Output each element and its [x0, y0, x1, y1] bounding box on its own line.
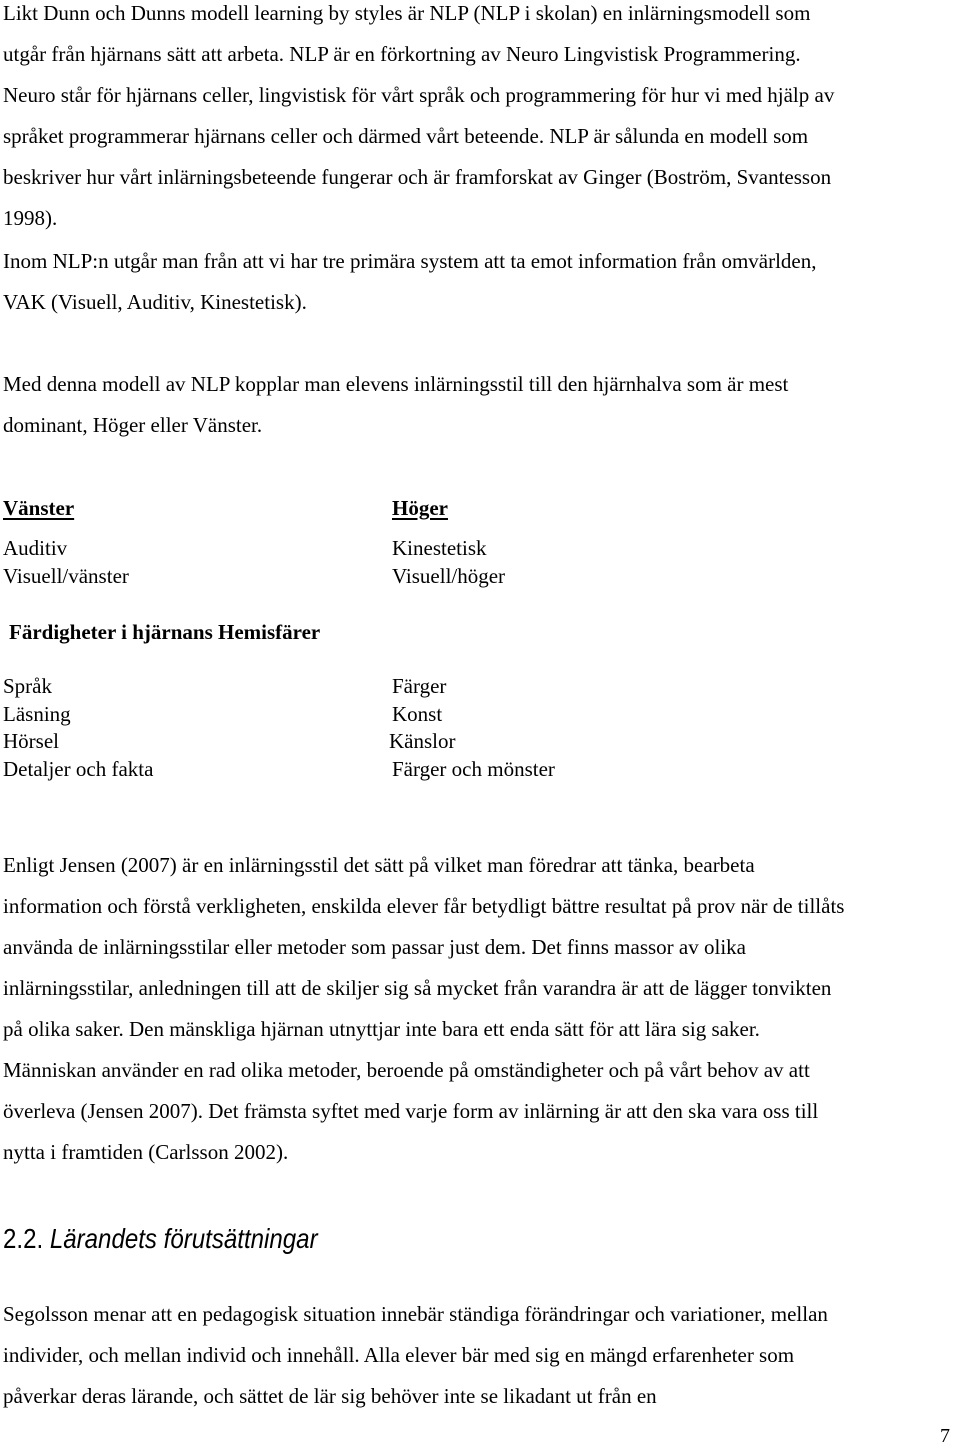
skills-heading: Färdigheter i hjärnans Hemisfärer — [9, 620, 321, 644]
paragraph-1-line-6: 1998). — [3, 206, 58, 230]
skill-left-sprak: Språk — [3, 674, 52, 698]
right-item-visuell: Visuell/höger — [392, 564, 506, 588]
skill-right-farger: Färger — [392, 674, 447, 698]
page-number: 7 — [940, 1425, 950, 1447]
left-item-auditiv: Auditiv — [3, 536, 68, 560]
paragraph-1-line-2: utgår från hjärnans sätt att arbeta. NLP är en förkortning av Neuro Lingvistisk Programmering. — [3, 42, 801, 66]
paragraph-1-line-4: språket programmerar hjärnans celler och därmed vårt beteende. NLP är sålunda en modell som — [3, 124, 809, 148]
paragraph-3-line-2: dominant, Höger eller Vänster. — [3, 413, 263, 437]
paragraph-4-line-4: inlärningsstilar, anledningen till att de skiljer sig så mycket från varandra är att de lägger tonvikten — [3, 976, 832, 1000]
paragraph-5-line-2: individer, och mellan individ och innehåll. Alla elever bär med sig en mängd erfarenheter som — [3, 1343, 795, 1367]
paragraph-2-line-2: VAK (Visuell, Auditiv, Kinestetisk). — [3, 290, 307, 314]
paragraph-4-line-3: använda de inlärningsstilar eller metoder som passar just dem. Det finns massor av olika — [3, 935, 746, 959]
skill-right-konst: Konst — [392, 702, 443, 726]
skill-left-horsel: Hörsel — [3, 729, 59, 753]
paragraph-5-line-3: påverkar deras lärande, och sättet de lär sig behöver inte se likadant ut från en — [3, 1384, 657, 1408]
skill-right-kanslor: Känslor — [389, 729, 456, 753]
right-hemisphere-heading: Höger — [392, 496, 448, 520]
section-number: 2.2. — [3, 1223, 44, 1254]
paragraph-4-line-6: Människan använder en rad olika metoder, beroende på omständigheter och på vårt behov av att — [3, 1058, 810, 1082]
paragraph-4-line-1: Enligt Jensen (2007) är en inlärningsstil det sätt på vilket man föredrar att tänka, bearbeta — [3, 853, 755, 877]
paragraph-4-line-5: på olika saker. Den mänskliga hjärnan utnyttjar inte bara ett enda sätt för att lära sig saker. — [3, 1017, 760, 1041]
paragraph-1-line-1: Likt Dunn och Dunns modell learning by styles är NLP (NLP i skolan) en inlärningsmodell som — [3, 1, 811, 25]
skill-right-farger-monster: Färger och mönster — [392, 757, 555, 781]
paragraph-4-line-8: nytta i framtiden (Carlsson 2002). — [3, 1140, 289, 1164]
paragraph-4-line-7: överleva (Jensen 2007). Det främsta syftet med varje form av inlärning är att den ska vara oss till — [3, 1099, 819, 1123]
paragraph-3-line-1: Med denna modell av NLP kopplar man elevens inlärningsstil till den hjärnhalva som är mest — [3, 372, 789, 396]
left-item-visuell: Visuell/vänster — [3, 564, 129, 588]
paragraph-2-line-1: Inom NLP:n utgår man från att vi har tre primära system att ta emot information från omvärlden, — [3, 249, 817, 273]
section-title-text: Lärandets förutsättningar — [49, 1223, 318, 1254]
skill-left-detaljer: Detaljer och fakta — [3, 757, 154, 781]
left-hemisphere-heading: Vänster — [3, 496, 75, 520]
skill-left-lasning: Läsning — [3, 702, 71, 726]
paragraph-1-line-3: Neuro står för hjärnans celler, lingvistisk för vårt språk och programmering för hur vi med hjälp av — [3, 83, 835, 107]
paragraph-5-line-1: Segolsson menar att en pedagogisk situation innebär ständiga förändringar och variationer, mellan — [3, 1302, 828, 1326]
right-item-kinestetisk: Kinestetisk — [392, 536, 487, 560]
paragraph-1-line-5: beskriver hur vårt inlärningsbeteende fungerar och är framforskat av Ginger (Boström, Svantesson — [3, 165, 832, 189]
paragraph-4-line-2: information och förstå verkligheten, enskilda elever får betydligt bättre resultat på prov när de tillåts — [3, 894, 845, 918]
section-heading — [3, 1222, 318, 1256]
